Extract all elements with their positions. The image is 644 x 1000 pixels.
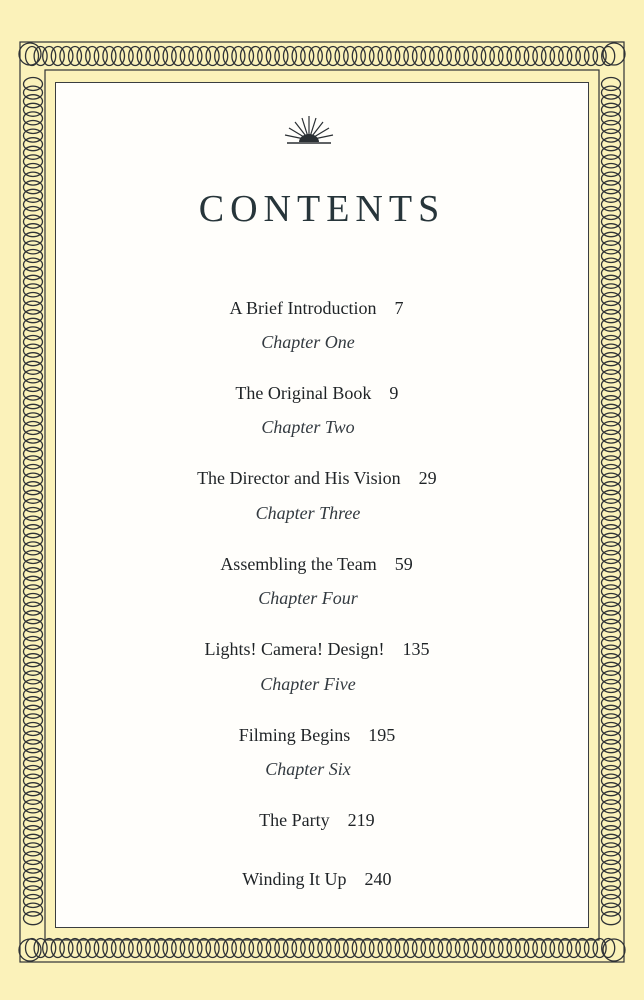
chapter-label-three: Chapter Three xyxy=(255,503,361,523)
contents-title: CONTENTS xyxy=(198,188,446,230)
entry-title: Assembling the Team xyxy=(220,554,377,574)
entry-page: 135 xyxy=(402,639,430,659)
entry-title: A Brief Introduction xyxy=(229,298,377,318)
entry-page: 219 xyxy=(347,810,375,830)
entry-page: 59 xyxy=(394,554,413,574)
entry-page: 195 xyxy=(368,725,396,745)
chapter-label-four: Chapter Four xyxy=(258,588,358,608)
entry-page: 7 xyxy=(394,298,404,318)
entry-title: Filming Begins xyxy=(238,725,351,745)
chapter-label-five: Chapter Five xyxy=(260,674,356,694)
toc-entry-winding-up[interactable] xyxy=(0,843,616,915)
entry-page: 240 xyxy=(364,869,392,889)
entry-title: Lights! Camera! Design! xyxy=(204,639,385,659)
chapter-label-one: Chapter One xyxy=(261,332,355,352)
entry-title: The Director and His Vision xyxy=(197,468,401,488)
entry-title: Winding It Up xyxy=(242,869,347,889)
sun-ornament-icon xyxy=(281,112,337,148)
chapter-label-six: Chapter Six xyxy=(265,759,351,779)
entry-title: The Party xyxy=(259,810,330,830)
chapter-label-two: Chapter Two xyxy=(261,417,355,437)
entry-page: 9 xyxy=(389,383,399,403)
entry-page: 29 xyxy=(418,468,437,488)
entry-title: The Original Book xyxy=(235,383,372,403)
